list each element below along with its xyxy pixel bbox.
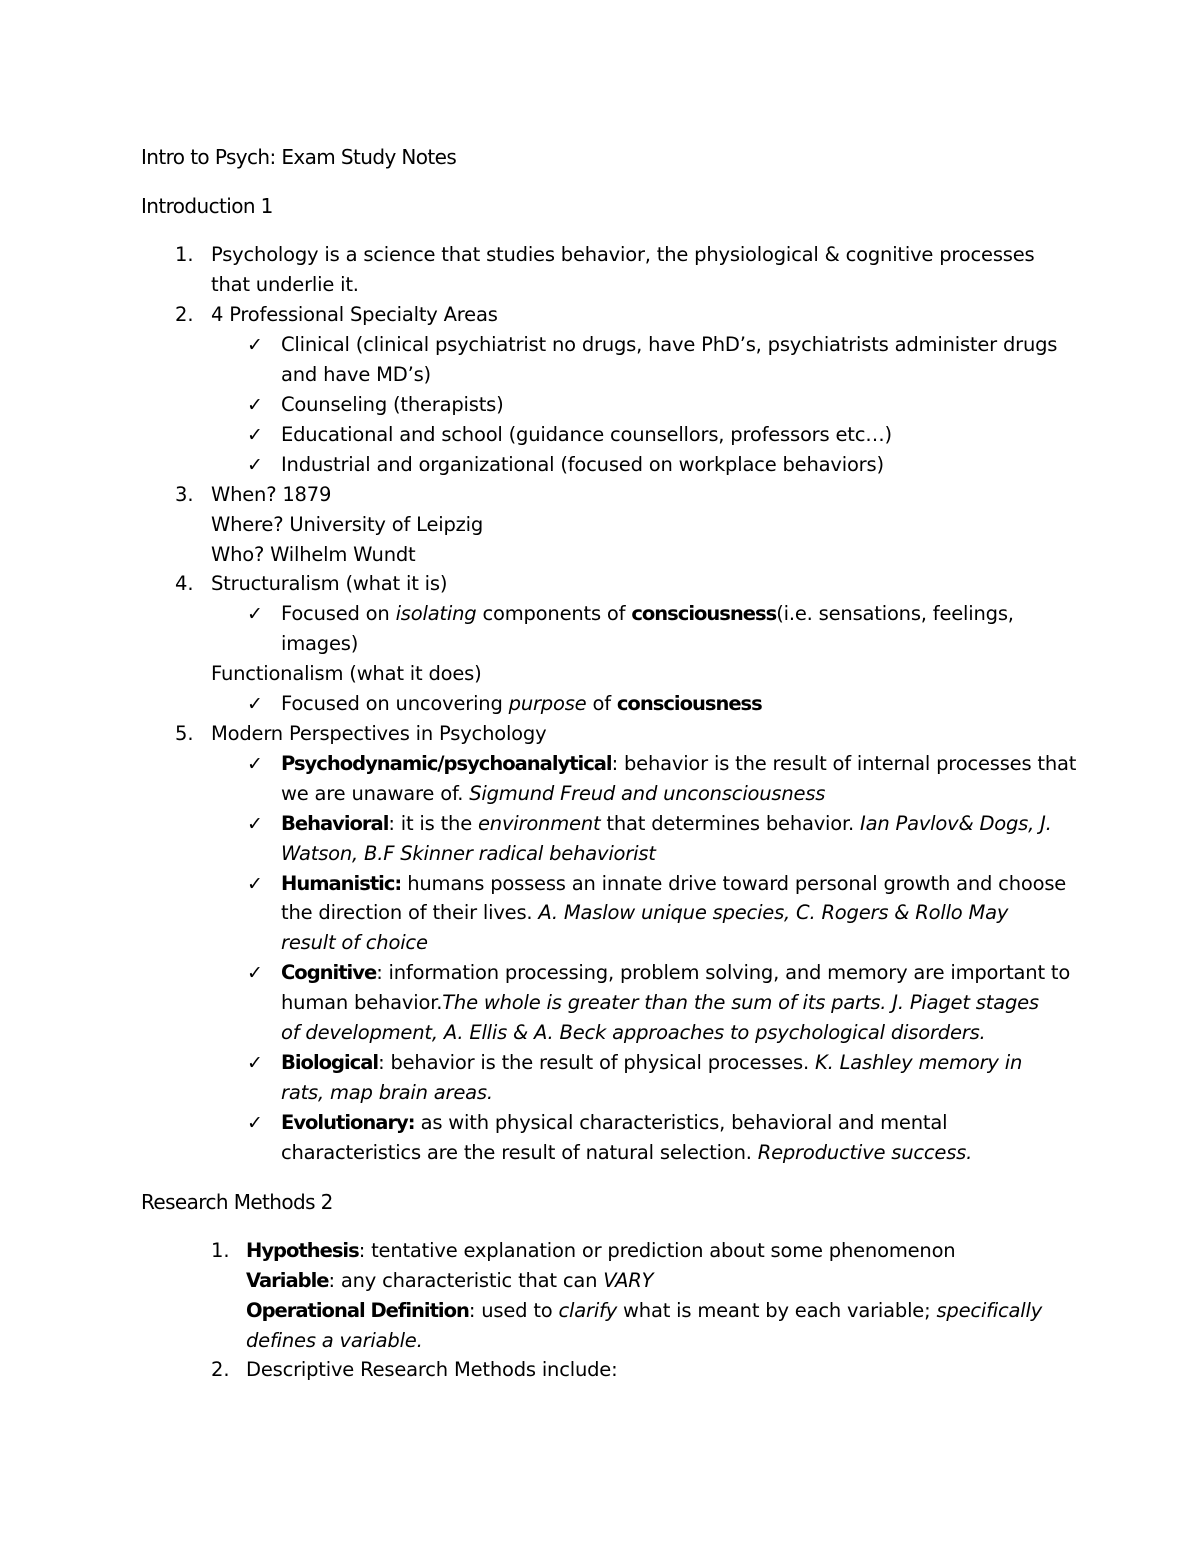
list-number: 3. xyxy=(175,483,194,506)
check-mark-icon: ✓ xyxy=(247,693,263,715)
check-mark-icon: ✓ xyxy=(247,394,263,416)
bullet-text: images) xyxy=(281,632,359,655)
section-heading-research-methods: Research Methods 2 xyxy=(141,1190,333,1214)
bullet-text: Biological: behavior is the result of physical processes. K. Lashley memory in xyxy=(281,1051,1023,1074)
list-item-text: Psychology is a science that studies behavior, the physiological & cognitive processes xyxy=(211,243,1035,266)
bullet-text: Industrial and organizational (focused on workplace behaviors) xyxy=(281,453,884,476)
list-item-text: Modern Perspectives in Psychology xyxy=(211,722,547,745)
check-mark-icon: ✓ xyxy=(247,873,263,895)
check-mark-icon: ✓ xyxy=(247,1052,263,1074)
bullet-text: Cognitive: information processing, problem solving, and memory are important to xyxy=(281,961,1071,984)
bullet-text: Counseling (therapists) xyxy=(281,393,504,416)
bullet-text: Focused on isolating components of consciousness(i.e. sensations, feelings, xyxy=(281,602,1014,625)
bullet-text: result of choice xyxy=(281,931,428,954)
check-mark-icon: ✓ xyxy=(247,962,263,984)
bullet-text: Focused on uncovering purpose of consciousness xyxy=(281,692,762,715)
bullet-text: Psychodynamic/psychoanalytical: behavior is the result of internal processes that xyxy=(281,752,1077,775)
bullet-text: characteristics are the result of natural selection. Reproductive success. xyxy=(281,1141,973,1164)
list-number: 2. xyxy=(211,1358,230,1381)
check-mark-icon: ✓ xyxy=(247,1112,263,1134)
bullet-text: Clinical (clinical psychiatrist no drugs, have PhD’s, psychiatrists administer drugs xyxy=(281,333,1058,356)
bullet-text: we are unaware of. Sigmund Freud and unconsciousness xyxy=(281,782,826,805)
bullet-text: Watson, B.F Skinner radical behaviorist xyxy=(281,842,656,865)
list-number: 2. xyxy=(175,303,194,326)
check-mark-icon: ✓ xyxy=(247,603,263,625)
page-title: Intro to Psych: Exam Study Notes xyxy=(141,145,457,169)
bullet-text: of development, A. Ellis & A. Beck approaches to psychological disorders. xyxy=(281,1021,986,1044)
list-number: 5. xyxy=(175,722,194,745)
list-item-text: When? 1879 xyxy=(211,483,332,506)
check-mark-icon: ✓ xyxy=(247,454,263,476)
bullet-text: Evolutionary: as with physical characteristics, behavioral and mental xyxy=(281,1111,948,1134)
bullet-text: Educational and school (guidance counsellors, professors etc…) xyxy=(281,423,892,446)
list-item-text: Where? University of Leipzig xyxy=(211,513,484,536)
check-mark-icon: ✓ xyxy=(247,753,263,775)
list-item-text: Functionalism (what it does) xyxy=(211,662,482,685)
list-item-text: Structuralism (what it is) xyxy=(211,572,448,595)
bullet-text: Humanistic: humans possess an innate drive toward personal growth and choose xyxy=(281,872,1067,895)
list-item-text: defines a variable. xyxy=(246,1329,423,1352)
bullet-text: the direction of their lives. A. Maslow unique species, C. Rogers & Rollo May xyxy=(281,901,1009,924)
list-number: 1. xyxy=(175,243,194,266)
list-item-text: Operational Definition: used to clarify what is meant by each variable; specifically xyxy=(246,1299,1043,1322)
bullet-text: human behavior.The whole is greater than the sum of its parts. J. Piaget stages xyxy=(281,991,1039,1014)
list-item-text: Who? Wilhelm Wundt xyxy=(211,543,416,566)
bullet-text: Behavioral: it is the environment that determines behavior. Ian Pavlov& Dogs, J. xyxy=(281,812,1052,835)
check-mark-icon: ✓ xyxy=(247,424,263,446)
list-number: 4. xyxy=(175,572,194,595)
bullet-text: and have MD’s) xyxy=(281,363,431,386)
section-heading-introduction: Introduction 1 xyxy=(141,194,273,218)
list-item-text: 4 Professional Specialty Areas xyxy=(211,303,498,326)
list-item-text: Hypothesis: tentative explanation or prediction about some phenomenon xyxy=(246,1239,956,1262)
bullet-text: rats, map brain areas. xyxy=(281,1081,493,1104)
list-item-text: Descriptive Research Methods include: xyxy=(246,1358,618,1381)
check-mark-icon: ✓ xyxy=(247,813,263,835)
check-mark-icon: ✓ xyxy=(247,334,263,356)
list-number: 1. xyxy=(211,1239,230,1262)
list-item-text: Variable: any characteristic that can VARY xyxy=(246,1269,654,1292)
list-item-text: that underlie it. xyxy=(211,273,359,296)
